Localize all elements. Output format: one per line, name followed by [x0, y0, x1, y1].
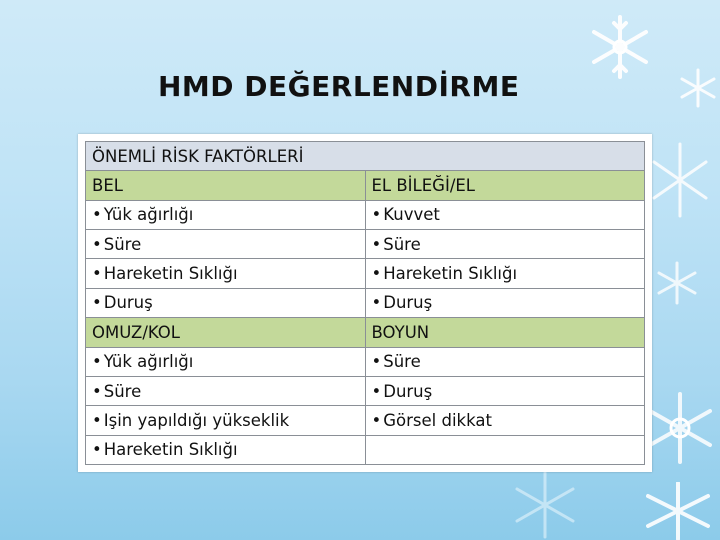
snowflake-icon: [650, 140, 710, 220]
left-item-label: Süre: [103, 234, 142, 254]
table-row: [86, 435, 645, 464]
left-item-cell: [86, 288, 366, 317]
right-item-label: Süre: [383, 352, 421, 372]
bullet-icon: •: [92, 293, 102, 313]
left-item-cell: [86, 200, 366, 229]
right-item-cell: [365, 200, 645, 229]
table-row: [86, 230, 645, 259]
left-item-cell: [86, 376, 366, 405]
table-header: ÖNEMLİ RİSK FAKTÖRLERİ: [86, 142, 645, 171]
left-item-label: Işin yapıldığı yükseklik: [103, 410, 290, 430]
snowflake-icon: [652, 258, 702, 308]
right-item-label: Kuvvet: [383, 205, 440, 225]
left-item-label: Yük ağırlığı: [103, 352, 194, 372]
left-item-cell: [86, 435, 366, 464]
right-item-label: Görsel dikkat: [383, 410, 492, 430]
table-row: [86, 406, 645, 435]
right-item-cell-empty: [365, 435, 645, 464]
right-item-label: Hareketin Sıklığı: [383, 264, 518, 284]
slide-title: HMD DEĞERLENDİRME: [158, 70, 520, 103]
section-heading-left: OMUZ/KOL: [86, 318, 366, 347]
bullet-icon: •: [371, 352, 382, 372]
left-item-cell: [86, 230, 366, 259]
table-row: [86, 376, 645, 405]
section-heading-right: BOYUN: [365, 318, 645, 347]
section-heading-right: EL BİLEĞİ/EL: [365, 171, 645, 200]
snowflake-icon: [585, 12, 655, 82]
left-item-cell: [86, 259, 366, 288]
risk-factors-table-frame: [78, 134, 652, 472]
bullet-icon: •: [371, 381, 382, 401]
bullet-icon: •: [92, 440, 102, 460]
table-row: [86, 200, 645, 229]
bullet-icon: •: [92, 381, 102, 401]
right-item-cell: [365, 376, 645, 405]
right-item-label: Duruş: [383, 381, 433, 401]
table-row: [86, 347, 645, 376]
left-item-label: Hareketin Sıklığı: [103, 440, 238, 460]
bullet-icon: •: [92, 410, 102, 430]
left-item-label: Süre: [103, 381, 142, 401]
section-heading-left: BEL: [86, 171, 366, 200]
bullet-icon: •: [371, 205, 382, 225]
bullet-icon: •: [371, 234, 382, 254]
right-item-label: Duruş: [383, 293, 433, 313]
bullet-icon: •: [92, 352, 102, 372]
table-header-row: [86, 142, 645, 171]
left-item-label: Yük ağırlığı: [103, 205, 194, 225]
table-row: [86, 288, 645, 317]
snowflake-icon: [676, 66, 720, 110]
right-item-cell: [365, 259, 645, 288]
right-item-cell: [365, 288, 645, 317]
table-row: [86, 259, 645, 288]
bullet-icon: •: [92, 264, 102, 284]
snowflake-icon: [636, 482, 720, 540]
bullet-icon: •: [371, 293, 382, 313]
right-item-cell: [365, 230, 645, 259]
bullet-icon: •: [371, 264, 382, 284]
left-item-cell: [86, 347, 366, 376]
right-item-cell: [365, 406, 645, 435]
bullet-icon: •: [371, 410, 382, 430]
section-heading-row: [86, 318, 645, 347]
risk-factors-table: [85, 141, 645, 465]
right-item-label: Süre: [383, 234, 421, 254]
snowflake-icon: [640, 388, 720, 468]
bullet-icon: •: [92, 234, 102, 254]
left-item-label: Hareketin Sıklığı: [103, 264, 238, 284]
left-item-cell: [86, 406, 366, 435]
section-heading-row: [86, 171, 645, 200]
bullet-icon: •: [92, 205, 102, 225]
left-item-label: Duruş: [103, 293, 153, 313]
right-item-cell: [365, 347, 645, 376]
snowflake-icon: [505, 470, 585, 540]
